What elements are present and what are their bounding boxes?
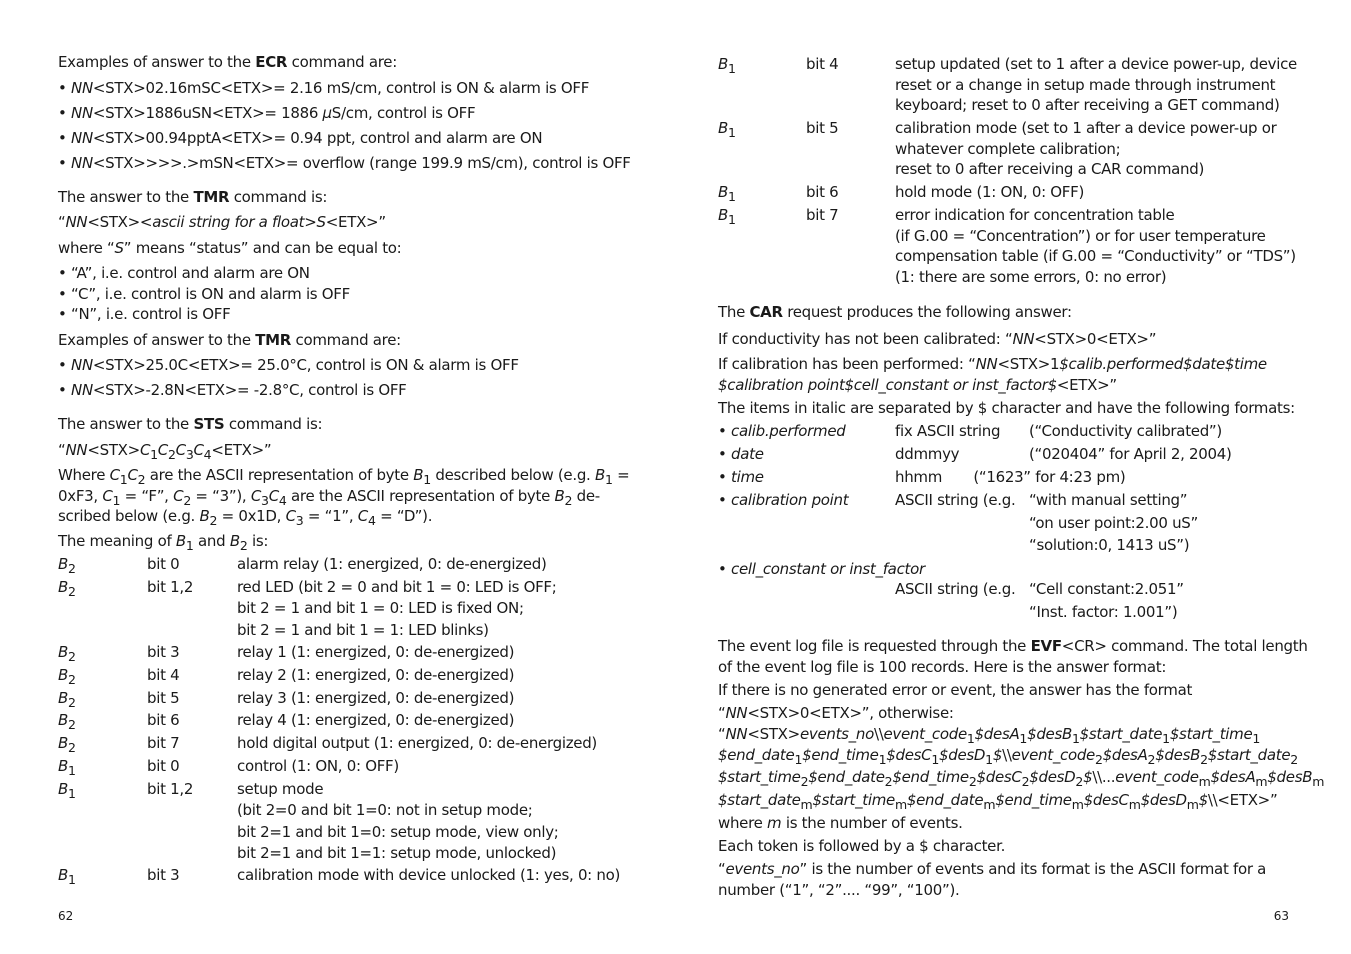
bit-table-description: control (1: ON, 0: OFF) xyxy=(237,757,399,775)
text-line: The meaning of $B_1$ and $B_2$ is: xyxy=(58,532,269,553)
text-line: “NN<STX>events_no\\event_code$_1$\$desA$_1$\$desB$_1$\$start_date$_1$\$start_time$_1$ xyxy=(718,725,1261,746)
bit-table-description: bit 2 = 1 and bit 1 = 0: LED is fixed ON; xyxy=(237,599,524,618)
text-line: The answer to the TMR command is: xyxy=(58,188,328,206)
bit-table-bit: bit 3 xyxy=(147,643,180,661)
bit-table-description: bit 2 = 1 and bit 1 = 1: LED blinks) xyxy=(237,620,489,639)
bit-table-description: reset to 0 after receiving a CAR command) xyxy=(895,160,1205,178)
text-line: Where $C_1C_2$ are the ASCII representation of byte $B_1$ described below (e.g. $B_1$ = xyxy=(58,466,630,487)
bit-table-description: setup mode xyxy=(237,780,324,798)
text-line: If conductivity has not been calibrated: “NN<STX>0<ETX>” xyxy=(718,330,1157,348)
text-line: • NN<STX>1886uSN<ETX>= 1886 µS/cm, control is OFF xyxy=(58,104,476,122)
format-item-type: ASCII string (e.g. xyxy=(895,580,1016,598)
bit-table-bit: bit 3 xyxy=(147,866,180,884)
text-line: $calibration point$cell_constant or inst_factor$<ETX>” xyxy=(718,376,1117,394)
bit-table-description: (if G.00 = “Concentration”) or for user temperature xyxy=(895,226,1266,245)
text-line: The CAR request produces the following answer: xyxy=(718,303,1072,321)
bit-table-bit: bit 4 xyxy=(806,55,839,73)
bit-table-description: compensation table (if G.00 = “Conductivity” or “TDS”) xyxy=(895,247,1296,265)
bit-table-description: relay 3 (1: energized, 0: de-energized) xyxy=(237,689,515,707)
text-line: If there is no generated error or event, the answer has the format xyxy=(718,681,1193,699)
text-line: Examples of answer to the ECR command are: xyxy=(58,53,397,71)
bit-table-byte: $B_1$ xyxy=(718,206,736,227)
bit-table-description: relay 2 (1: energized, 0: de-energized) xyxy=(237,666,515,684)
text-line: The items in italic are separated by $ character and have the following formats: xyxy=(718,399,1295,417)
text-line: $end_date$_1$\$end_time$_1$\$desC$_1$\$desD$_1$\$\\event_code$_2$\$desA$_2$\$desB$_2$\$start_date$_2$ xyxy=(718,746,1298,767)
text-line: 0xF3, $C_1$ = “F”, $C_2$ = “3”), $C_3C_4$ are the ASCII representation of byte $B_2$ de- xyxy=(58,487,600,508)
page-number-right: 63 xyxy=(1273,909,1289,923)
bit-table-bit: bit 5 xyxy=(147,689,180,707)
format-item-type: ddmmyy xyxy=(895,445,960,463)
bit-table-bit: bit 0 xyxy=(147,555,180,573)
right-page xyxy=(676,0,1351,954)
format-item-name: • time xyxy=(718,468,764,486)
bit-table-description: calibration mode (set to 1 after a device power-up or xyxy=(895,119,1277,137)
bit-table-description: bit 2=1 and bit 1=0: setup mode, view only; xyxy=(237,822,559,841)
format-item-example: “with manual setting” xyxy=(1029,491,1188,509)
text-line: “$NN<STX>C_1C_2C_3C_4<ETX>$” xyxy=(58,441,272,462)
text-line: $start_time$_2$\$end_date$_2$\$end_time$_2$\$desC$_2$\$desD$_2$\$\\...event_code$_m$\$desA$_m$\$desB$_m$ xyxy=(718,768,1325,789)
format-item-example: (“020404” for April 2, 2004) xyxy=(1029,445,1232,463)
format-item-example: “Inst. factor: 1.001”) xyxy=(1029,602,1178,621)
format-item-name: • date xyxy=(718,445,764,463)
bit-table-description: alarm relay (1: energized, 0: de-energized) xyxy=(237,555,547,573)
text-line: The event log file is requested through the EVF<CR> command. The total length xyxy=(718,637,1308,655)
bit-table-description: hold digital output (1: energized, 0: de-energized) xyxy=(237,734,597,752)
bit-table-byte: $B_2$ xyxy=(58,643,76,664)
bit-table-byte: $B_1$ xyxy=(58,866,76,887)
text-line: • NN<STX>02.16mSC<ETX>= 2.16 mS/cm, control is ON & alarm is OFF xyxy=(58,79,590,97)
bit-table-byte: $B_2$ xyxy=(58,734,76,755)
bit-table-bit: bit 4 xyxy=(147,666,180,684)
text-line: The answer to the STS command is: xyxy=(58,415,323,433)
format-item-name: • calibration point xyxy=(718,491,849,509)
bit-table-description: (bit 2=0 and bit 1=0: not in setup mode; xyxy=(237,801,533,820)
text-line: $start_date$_m$\$start_time$_m$\$end_date$_m$\$end_time$_m$\$desC$_m$\$desD$_m$\$\\<ETX>” xyxy=(718,791,1278,812)
bit-table-description: hold mode (1: ON, 0: OFF) xyxy=(895,183,1085,201)
text-line: scribed below (e.g. $B_2 = 0x1D$, $C_3$ = “1”, $C_4$ = “D”). xyxy=(58,507,433,528)
bit-table-byte: $B_1$ xyxy=(718,183,736,204)
bit-table-byte: $B_1$ xyxy=(58,757,76,778)
format-item-type: fix ASCII string xyxy=(895,422,1001,440)
format-item-example: “solution:0, 1413 uS”) xyxy=(1029,536,1190,554)
text-line: If calibration has been performed: “NN<STX>1$calib.performed$date$time xyxy=(718,355,1267,373)
bit-table-description: (1: there are some errors, 0: no error) xyxy=(895,267,1167,286)
format-item-type: hhmm (“1623” for 4:23 pm) xyxy=(895,468,1126,486)
format-item-example: “Cell constant:2.051” xyxy=(1029,580,1184,598)
bit-table-description: whatever complete calibration; xyxy=(895,139,1121,158)
bit-table-byte: $B_2$ xyxy=(58,689,76,710)
text-line: Each token is followed by a $ character. xyxy=(718,837,1006,855)
text-line: “NN<STX><ascii string for a float>S<ETX>” xyxy=(58,213,386,231)
bit-table-bit: bit 6 xyxy=(147,711,180,729)
bit-table-bit: bit 6 xyxy=(806,183,839,201)
page-number-left: 62 xyxy=(58,909,74,923)
text-line: • “N”, i.e. control is OFF xyxy=(58,305,231,323)
text-line: • NN<STX>>>>.>mSN<ETX>= overflow (range 199.9 mS/cm), control is OFF xyxy=(58,154,631,172)
bit-table-byte: $B_2$ xyxy=(58,666,76,687)
bit-table-description: bit 2=1 and bit 1=1: setup mode, unlocked) xyxy=(237,843,557,862)
bit-table-bit: bit 7 xyxy=(806,206,839,224)
bit-table-description: relay 4 (1: energized, 0: de-energized) xyxy=(237,711,515,729)
bit-table-bit: bit 1,2 xyxy=(147,578,194,596)
bit-table-byte: $B_1$ xyxy=(718,55,736,76)
text-line: number (“1”, “2”.... “99”, “100”). xyxy=(718,881,960,899)
bit-table-description: setup updated (set to 1 after a device power-up, device xyxy=(895,55,1297,73)
bit-table-description: red LED (bit 2 = 0 and bit 1 = 0: LED is OFF; xyxy=(237,578,557,596)
format-item-example: (“Conductivity calibrated”) xyxy=(1029,422,1222,440)
bit-table-description: keyboard; reset to 0 after receiving a GET command) xyxy=(895,96,1280,114)
bit-table-byte: $B_2$ xyxy=(58,711,76,732)
text-line: Examples of answer to the TMR command are: xyxy=(58,331,401,349)
text-line: • NN<STX>00.94pptA<ETX>= 0.94 ppt, control and alarm are ON xyxy=(58,129,543,147)
text-line: “events_no” is the number of events and its format is the ASCII format for a xyxy=(718,860,1267,878)
text-line: where “S” means “status” and can be equal to: xyxy=(58,239,402,257)
text-line: “NN<STX>0<ETX>”, otherwise: xyxy=(718,704,954,722)
bit-table-byte: $B_2$ xyxy=(58,555,76,576)
format-item-name: • calib.performed xyxy=(718,422,846,440)
bit-table-bit: bit 1,2 xyxy=(147,780,194,798)
format-item-type: ASCII string (e.g. xyxy=(895,491,1016,509)
bit-table-bit: bit 7 xyxy=(147,734,180,752)
format-item-name: • cell_constant or inst_factor xyxy=(718,560,925,578)
bit-table-byte: $B_2$ xyxy=(58,578,76,599)
text-line: • NN<STX>25.0C<ETX>= 25.0°C, control is ON & alarm is OFF xyxy=(58,356,519,374)
text-line: of the event log file is 100 records. Here is the answer format: xyxy=(718,658,1167,676)
text-line: • NN<STX>-2.8N<ETX>= -2.8°C, control is OFF xyxy=(58,381,407,399)
text-line: where m is the number of events. xyxy=(718,814,963,832)
bit-table-description: calibration mode with device unlocked (1: yes, 0: no) xyxy=(237,866,621,884)
text-line: • “A”, i.e. control and alarm are ON xyxy=(58,264,310,282)
bit-table-bit: bit 5 xyxy=(806,119,839,137)
bit-table-byte: $B_1$ xyxy=(718,119,736,140)
bit-table-byte: $B_1$ xyxy=(58,780,76,801)
bit-table-description: relay 1 (1: energized, 0: de-energized) xyxy=(237,643,515,661)
bit-table-description: reset or a change in setup made through instrument xyxy=(895,75,1276,94)
bit-table-bit: bit 0 xyxy=(147,757,180,775)
text-line: • “C”, i.e. control is ON and alarm is OFF xyxy=(58,285,350,303)
format-item-example: “on user point:2.00 uS” xyxy=(1029,513,1198,532)
bit-table-description: error indication for concentration table xyxy=(895,206,1175,224)
